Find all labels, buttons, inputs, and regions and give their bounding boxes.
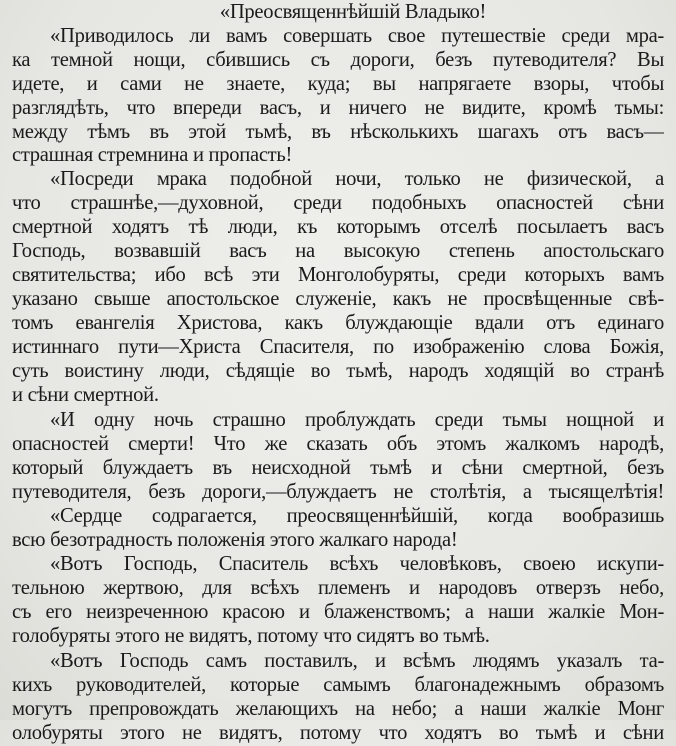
text-line: который блуждаетъ въ неисходной тьмѣ и сѣни смертной, безъ <box>12 457 664 480</box>
text-line: «И одну ночь страшно проблуждать среди тьмы нощной и <box>50 409 664 432</box>
text-line: «Сердце содрагается, преосвященнѣйшій, когда вообразишь <box>50 505 664 528</box>
heading: «Преосвященнѣйшій Владыко! <box>219 1 487 23</box>
paragraph-2 <box>12 168 664 407</box>
text-line: «Вотъ Господь самъ поставилъ, и всѣмъ людямъ указалъ та- <box>50 650 664 673</box>
text-line: всю безотрадность положенія этого жалкаго народа! <box>12 528 458 551</box>
text-line: «Посреди мрака подобной ночи, только не физической, а <box>50 168 664 191</box>
paragraph-1 <box>12 25 664 168</box>
paragraph-4 <box>12 505 664 553</box>
text-line: опасностей смерти! Что же сказать объ этомъ жалкомъ народѣ, <box>12 433 664 456</box>
text-line: олобуряты этого не видятъ, потому что ходятъ во тьмѣ и сѣни <box>12 722 664 745</box>
text-line: разглядѣть, что впереди васъ, и ничего не видите, кромѣ тьмы: <box>12 96 664 119</box>
text-line: между тѣмъ въ этой тьмѣ, въ нѣсколькихъ шагахъ отъ васъ— <box>12 120 664 143</box>
text-line: тельною жертвою, для всѣхъ племенъ и народовъ отверзъ небо, <box>12 576 664 599</box>
text-line: смертной ходятъ тѣ люди, къ которымъ отселѣ посылаетъ васъ <box>12 216 664 239</box>
text-line: могутъ препровождать желающихъ на небо; а наши жалкіе Монг <box>12 698 664 721</box>
text-line: суть воистину люди, сѣдящіе во тьмѣ, народъ ходящій во странѣ <box>12 359 664 382</box>
text-line: страшная стремнина и пропасть! <box>12 144 293 167</box>
text-line: и сѣни смертной. <box>12 383 159 406</box>
text-line: святительства; ибо всѣ эти Монголобуряты, среди которыхъ вамъ <box>12 263 664 286</box>
paragraph-6 <box>12 650 664 746</box>
text-line: голобуряты этого не видятъ, потому что сидятъ во тьмѣ. <box>12 624 490 647</box>
paragraph-5 <box>12 553 664 649</box>
text-line: съ его неизреченною красою и блаженствомъ; а наши жалкіе Мон- <box>12 600 664 623</box>
text-line: «Приводилось ли вамъ совершать свое путешествіе среди мра- <box>50 24 664 47</box>
text-line: ка темной нощи, сбившись съ дороги, безъ путеводителя? Вы <box>12 48 664 71</box>
text-line: кихъ руководителей, которые самымъ благонадежнымъ образомъ <box>12 674 664 697</box>
text-line: «Вотъ Господь, Спаситель всѣхъ человѣковъ, своею искупи- <box>50 552 664 575</box>
text-line: указано свыше апостольское служеніе, какъ не просвѣщенные свѣ- <box>12 287 664 310</box>
document-page <box>12 0 664 745</box>
text-line: Господь, возвавшій васъ на высокую степень апостольскаго <box>12 240 664 263</box>
text-line: идете, и сами не знаете, куда; вы напрягаете взоры, чтобы <box>12 72 664 95</box>
text-line: истиннаго пути—Христа Спасителя, по изображенію слова Божія, <box>12 335 664 358</box>
text-line: что страшнѣе,—духовной, среди подобныхъ опасностей сѣни <box>12 192 664 215</box>
paragraph-3 <box>12 409 664 505</box>
text-line: путеводителя, безъ дороги,—блуждаетъ не столѣтія, а тысящелѣтія! <box>12 481 664 504</box>
text-line: томъ евангелія Христова, какъ блуждающіе вдали отъ единаго <box>12 311 664 334</box>
